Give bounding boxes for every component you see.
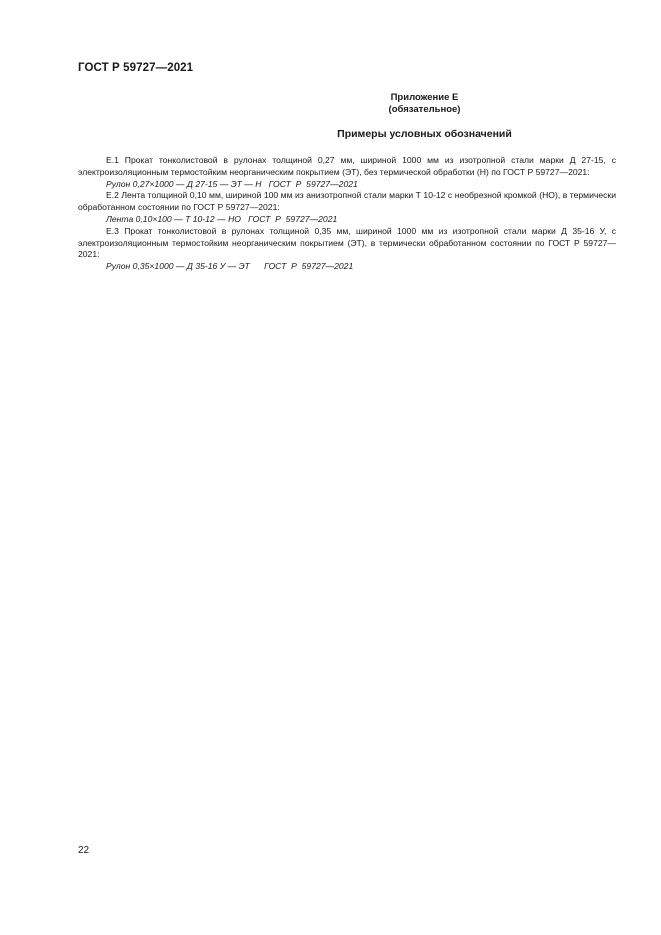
section-title: Примеры условных обозначений: [337, 128, 512, 140]
document-code: ГОСТ Р 59727—2021: [78, 62, 194, 74]
example-paragraph-e1: Е.1 Прокат тонколистовой в рулонах толщиной 0,27 мм, шириной 1000 мм из изотропной стали марки Д 27-15, с электроизоляционным термостойким неорганическим покрытием (ЭТ), без термической обработки (Н) по ГОСТ Р 59727—2021:: [78, 155, 616, 177]
section-heading: [78, 128, 616, 140]
example-paragraph-e3: Е.3 Прокат тонколистовой в рулонах толщиной 0,35 мм, шириной 1000 мм из изотропной стали марки Д 35-16 У, с электроизоляционным термостойким неорганическим покрытием (ЭТ), в термически обработанном состоянии по ГОСТ Р 59727—2021:: [78, 225, 616, 260]
page-number: 22: [78, 845, 90, 856]
annex-heading: [78, 92, 616, 116]
examples-body: [78, 155, 616, 273]
annex-title: Приложение Е: [390, 92, 459, 103]
annex-status: (обязательное): [388, 104, 461, 115]
example-designation-e3: Рулон 0,35×1000 — Д 35-16 У — ЭТ ГОСТ Р 59727—2021: [106, 261, 354, 272]
example-paragraph-e2: Е.2 Лента толщиной 0,10 мм, шириной 100 мм из анизотропной стали марки Т 10-12 с необрезной кромкой (НО), в термически обработанном состоянии по ГОСТ Р 59727—2021:: [78, 190, 616, 213]
example-designation-e2: Лента 0,10×100 — Т 10-12 — НО ГОСТ Р 59727—2021: [106, 213, 338, 224]
example-designation-e1: Рулон 0,27×1000 — Д 27-15 — ЭТ — Н ГОСТ Р 59727—2021: [106, 178, 358, 189]
